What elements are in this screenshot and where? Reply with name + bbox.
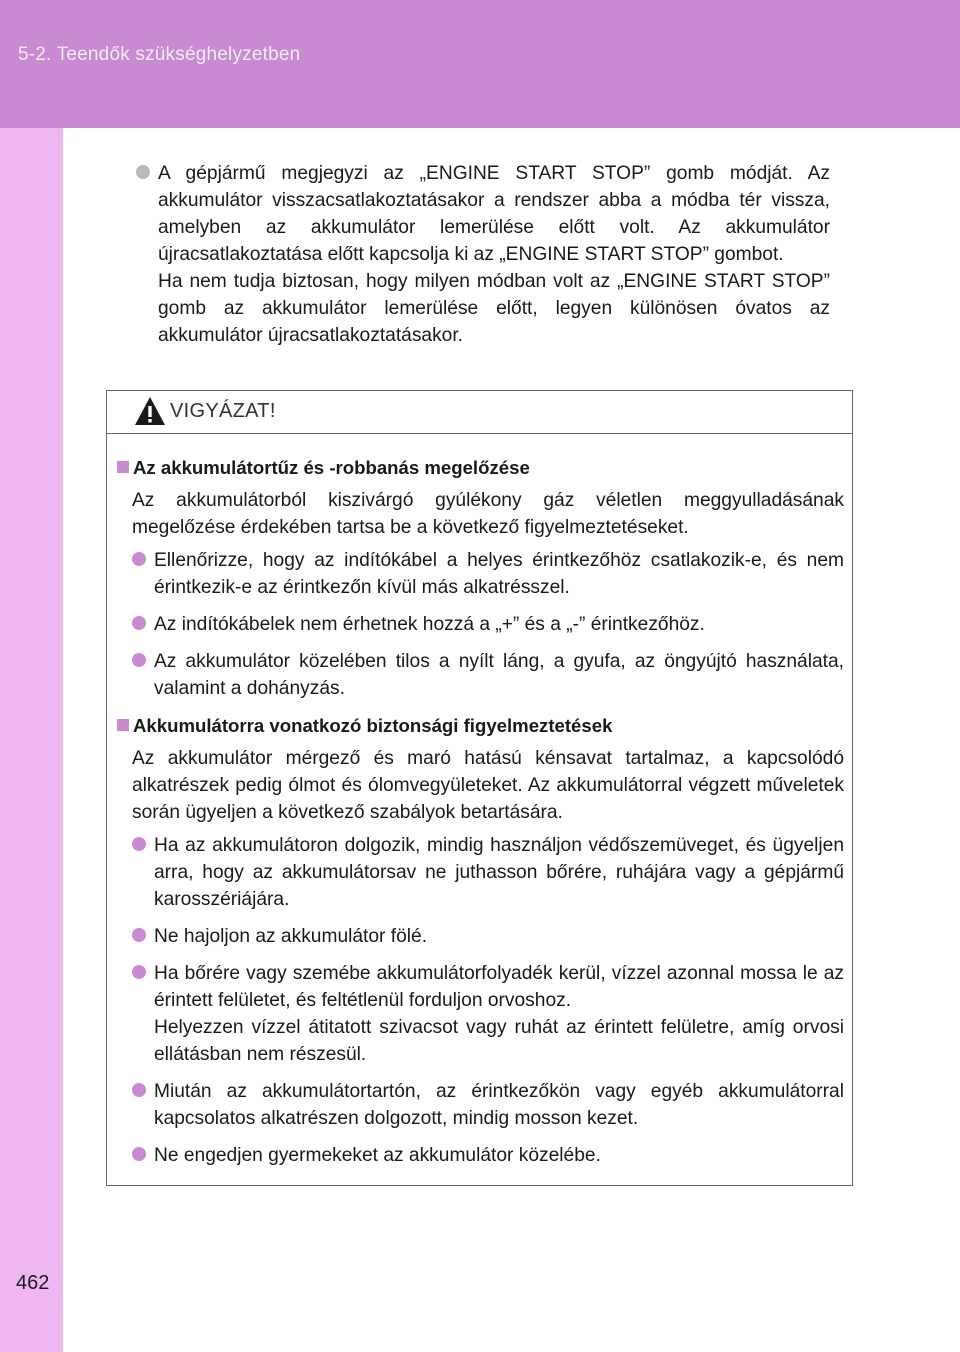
section-paragraph: Az akkumulátor mérgező és maró hatású kénsavat tartalmaz, a kapcsolódó alkatrészek pedig ólmot és ólomvegyületeket. Az akkumulátorral végzett műveletek során ügyeljen a következő szabályok betartására. — [132, 748, 844, 823]
list-item — [132, 611, 844, 638]
warning-body — [107, 434, 852, 1169]
section-heading — [117, 712, 844, 739]
sidebar-strip — [0, 128, 63, 1352]
warning-header — [107, 391, 852, 434]
warning-triangle-icon — [133, 395, 167, 427]
list-item-text: Ne engedjen gyermekeket az akkumulátor közelébe. — [154, 1145, 601, 1166]
list-item-text: Ha bőrére vagy szemébe akkumulátorfolyadék kerül, vízzel azonnal mossa le az érintett felületet, és feltétlenül forduljon orvoshoz. — [154, 963, 844, 1011]
list-item-text: Ne hajoljon az akkumulátor fölé. — [154, 926, 428, 947]
section-title: 5-2. Teendők szükséghelyzetben — [18, 44, 301, 65]
list-item — [132, 648, 844, 702]
intro-paragraph: Ha nem tudja biztosan, hogy milyen módban volt az „ENGINE START STOP” gomb az akkumulátor lemerülése előtt, legyen különösen óvatos az akkumulátor újracsatlakoztatásakor. — [158, 271, 830, 346]
bullet-icon — [132, 1147, 146, 1161]
page-number: 462 — [16, 1272, 50, 1294]
warning-box — [106, 390, 853, 1186]
list-item-text: Az akkumulátor közelében tilos a nyílt láng, a gyufa, az öngyújtó használata, valamint a dohányzás. — [154, 651, 844, 699]
warning-title: VIGYÁZAT! — [170, 400, 276, 422]
bullet-icon — [136, 165, 150, 179]
list-item — [132, 923, 844, 950]
list-item-text: Ha az akkumulátoron dolgozik, mindig használjon védőszemüveget, és ügyeljen arra, hogy az akkumulátorsav ne juthasson bőrére, ruhájára vagy a gépjármű karosszériájára. — [154, 835, 844, 910]
list-item-text: Helyezzen vízzel átitatott szivacsot vagy ruhát az érintett felületre, amíg orvosi ellátásban nem részesül. — [154, 1017, 844, 1065]
list-item — [132, 960, 844, 1068]
list-item-text: Miután az akkumulátortartón, az érintkezőkön vagy egyéb akkumulátorral kapcsolatos alkatrészen dolgozott, mindig mosson kezet. — [154, 1081, 844, 1129]
section-paragraph: Az akkumulátorból kiszivárgó gyúlékony gáz véletlen meggyulladásának megelőzése érdekében tartsa be a következő figyelmeztetéseket. — [132, 490, 844, 538]
list-item — [132, 832, 844, 913]
intro-bullet-item — [136, 160, 830, 349]
square-bullet-icon — [117, 719, 129, 731]
section-heading-text: Az akkumulátortűz és -robbanás megelőzése — [133, 457, 530, 478]
bullet-icon — [132, 965, 146, 979]
list-item-text: Az indítókábelek nem érhetnek hozzá a „+” és a „-” érintkezőhöz. — [154, 614, 705, 635]
list-item — [132, 1142, 844, 1169]
bullet-icon — [132, 1083, 146, 1097]
bullet-icon — [132, 928, 146, 942]
square-bullet-icon — [117, 461, 129, 473]
section-heading-text: Akkumulátorra vonatkozó biztonsági figyelmeztetések — [133, 715, 613, 736]
list-item — [132, 1078, 844, 1132]
intro-paragraph: A gépjármű megjegyzi az „ENGINE START STOP” gomb módját. Az akkumulátor visszacsatlakoztatásakor a rendszer abba a módba tér vissza, amelyben az akkumulátor lemerülése előtt volt. Az akkumulátor újracsatlakoztatása előtt kapcsolja ki az „ENGINE START STOP” gombot. — [158, 163, 830, 265]
section-heading — [117, 454, 844, 481]
intro-note — [136, 160, 830, 349]
list-item — [132, 547, 844, 601]
page-header — [0, 0, 960, 128]
bullet-icon — [132, 616, 146, 630]
list-item-text: Ellenőrizze, hogy az indítókábel a helyes érintkezőhöz csatlakozik-e, és nem érintkezik-e az érintkezőn kívül más alkatrésszel. — [154, 550, 844, 598]
bullet-icon — [132, 653, 146, 667]
bullet-icon — [132, 837, 146, 851]
bullet-icon — [132, 552, 146, 566]
